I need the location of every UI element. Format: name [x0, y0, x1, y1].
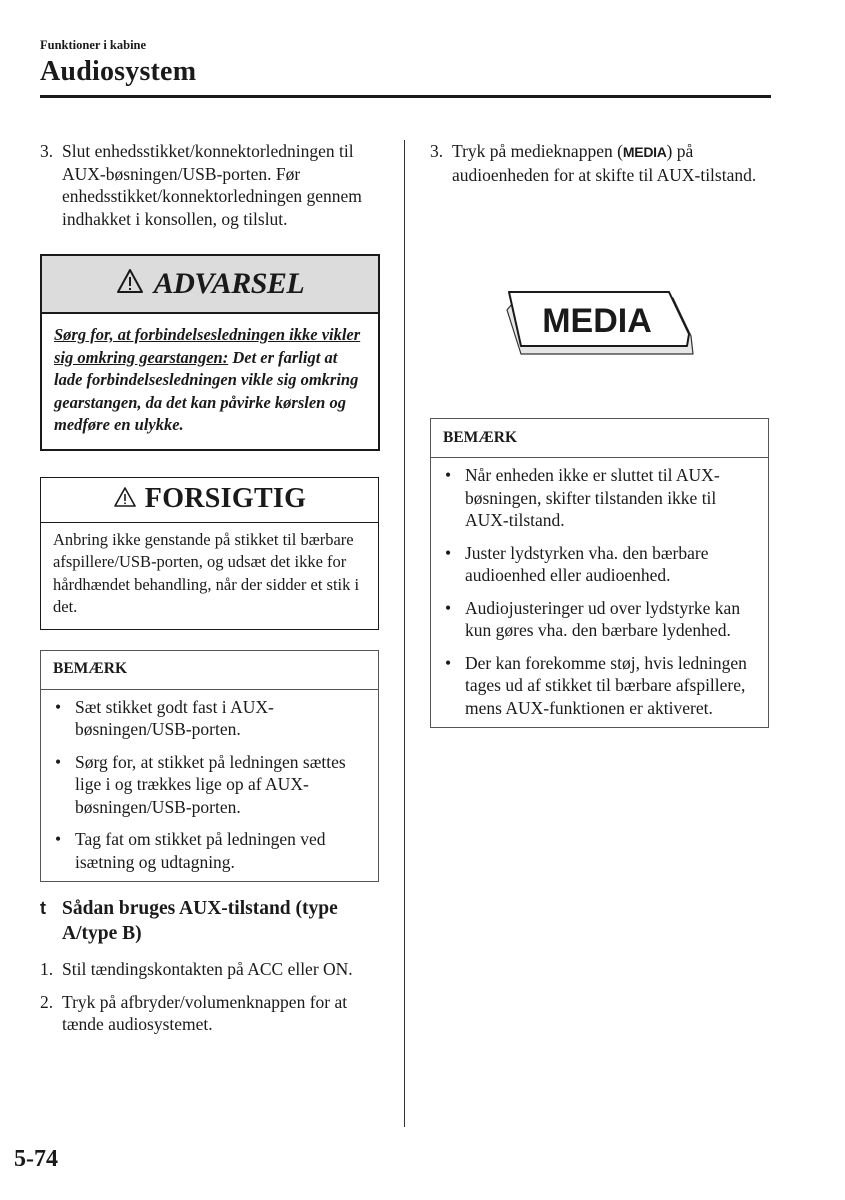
step-text: Stil tændingskontakten på ACC eller ON.	[62, 959, 353, 979]
note-box-right	[430, 418, 769, 728]
warning-body	[42, 314, 378, 449]
note-list	[431, 458, 768, 727]
list-item: • Der kan forekomme støj, hvis ledningen tages ud af stikket til bærbare afspillere, mens AUX-funktionen er aktiveret.	[443, 652, 758, 720]
step-text-before: Tryk på medieknappen (	[452, 141, 623, 161]
list-item: • Tag fat om stikket på ledningen ved isætning og udtagning.	[53, 828, 368, 873]
step-number: 1.	[40, 959, 54, 979]
list-item: • Sørg for, at stikket på ledningen sættes lige i og trækkes lige op af AUX-bøsningen/USB-porten.	[53, 751, 368, 819]
warning-box	[40, 254, 380, 451]
step-number: 2.	[40, 991, 54, 1012]
warning-triangle-icon	[116, 268, 144, 300]
step-2	[40, 991, 380, 1036]
step-text-after: ) på audioenheden for at skifte til AUX-tilstand.	[452, 141, 757, 185]
list-item: • Sæt stikket godt fast i AUX-bøsningen/USB-porten.	[53, 696, 368, 741]
caution-title: FORSIGTIG	[144, 483, 307, 515]
step-3-right	[430, 140, 770, 186]
list-item: • Juster lydstyrken vha. den bærbare audioenhed eller audioenhed.	[443, 542, 758, 587]
caution-box	[40, 477, 379, 630]
section-subheading	[40, 896, 380, 946]
step-3-left	[40, 140, 380, 230]
caution-header	[41, 478, 378, 523]
warning-lead: Sørg for, at forbindelsesledningen ikke vikler sig omkring gearstangen:	[54, 325, 361, 367]
step-text: Slut enhedsstikket/konnektorledningen til AUX-bøsningen/USB-porten. Før enhedsstikket/konnektorledningen gennem indhakket i konsollen, og tilslut.	[62, 141, 362, 229]
note-list	[41, 690, 378, 882]
list-item: • Audiojusteringer ud over lydstyrke kan kun gøres vha. den bærbare lydenhed.	[443, 597, 758, 642]
page-number: 5-74	[14, 1146, 58, 1172]
right-column	[430, 140, 770, 728]
step-number: 3.	[430, 141, 444, 161]
warning-title: ADVARSEL	[153, 266, 305, 300]
media-button-illustration	[505, 290, 695, 365]
media-button-label-inline: MEDIA	[622, 144, 667, 160]
list-item: • Når enheden ikke er sluttet til AUX-bøsningen, skifter tilstanden ikke til AUX-tilstand.	[443, 464, 758, 532]
subheading-marker: t	[40, 898, 46, 918]
step-number: 3.	[40, 141, 54, 161]
title-divider	[40, 95, 771, 98]
step-text: Tryk på afbryder/volumenknappen for at tænde audiosystemet.	[62, 991, 348, 1034]
left-column	[40, 140, 380, 1036]
warning-text: Det er farligt at lade forbindelsesledningen vikle sig omkring gearstangen, da det kan påvirke kørslen og medføre en ulykke.	[54, 347, 359, 434]
section-label: Funktioner i kabine	[40, 38, 147, 52]
media-button-label: MEDIA	[542, 302, 652, 340]
note-title: BEMÆRK	[41, 651, 378, 690]
step-1	[40, 958, 380, 981]
note-box-left	[40, 650, 379, 883]
note-title: BEMÆRK	[431, 419, 768, 458]
warning-triangle-icon	[113, 486, 137, 514]
column-divider	[404, 140, 405, 1127]
page-title: Audiosystem	[40, 56, 197, 87]
caution-body: Anbring ikke genstande på stikket til bærbare afspillere/USB-porten, og udsæt det ikke for hårdhændet behandling, når der sidder et stik i det.	[53, 529, 360, 616]
warning-header	[42, 256, 378, 314]
subheading-text: Sådan bruges AUX-tilstand (type A/type B)	[62, 898, 338, 944]
